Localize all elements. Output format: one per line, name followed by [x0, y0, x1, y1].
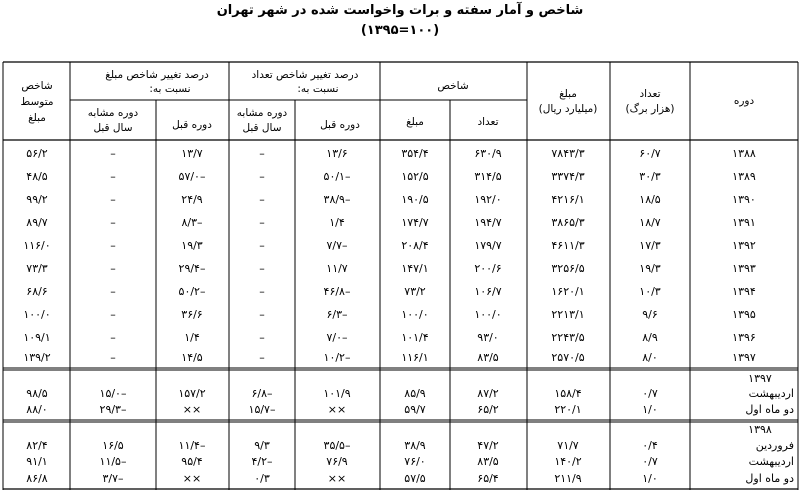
cell-chg-amount-same: –: [110, 239, 116, 252]
cell-chg-count-prev: –۵۰/۱: [323, 170, 351, 183]
header-average-index-amount: مبلغ: [28, 112, 46, 124]
cell-chg-amount-same: –۳/۷: [102, 472, 124, 485]
cell-amount: ۲۲۴۳/۵: [551, 331, 585, 344]
cell-chg-count-same: –: [259, 285, 265, 298]
cell-idx-count: ۱۹۲/۰: [474, 193, 502, 206]
cell-count: ۰/۴: [642, 439, 658, 452]
row-period: اردیبهشت: [748, 455, 794, 468]
cell-idx-amount: ۵۹/۷: [404, 403, 426, 416]
header-amount: مبلغ: [559, 88, 577, 100]
cell-chg-count-prev: –۱۰/۲: [323, 351, 351, 364]
row-period: فروردین: [755, 439, 794, 452]
cell-idx-count: ۶۳۰/۹: [474, 147, 502, 160]
cell-chg-amount-same: –: [110, 285, 116, 298]
table-header: [21, 69, 755, 134]
table-row: [26, 216, 756, 229]
cell-avg: ۸۲/۴: [26, 439, 48, 452]
table-row: [23, 308, 756, 321]
header-amount-unit: (میلیارد ریال): [538, 103, 598, 115]
cell-idx-count: ۶۵/۴: [477, 472, 499, 485]
cell-chg-count-same: –: [259, 170, 265, 183]
cell-idx-count: ۴۷/۲: [477, 439, 499, 452]
table-row: [26, 472, 794, 485]
cell-idx-count: ۱۰۶/۷: [474, 285, 502, 298]
cell-idx-amount: ۳۵۴/۴: [401, 147, 429, 160]
cell-avg: ۱۰۰/۰: [23, 308, 51, 321]
cell-chg-amount-prev: –۵۷/۰: [178, 170, 206, 183]
table-row: [26, 193, 756, 206]
header-change-count-base: نسبت به:: [297, 83, 339, 95]
cell-chg-amount-prev: ۱/۴: [184, 331, 200, 344]
cell-amount: ۲۲۰/۱: [554, 403, 582, 416]
cell-avg: ۴۸/۵: [26, 170, 48, 183]
cell-avg: ۸۹/۷: [26, 216, 48, 229]
cell-amount: ۷۱/۷: [557, 439, 579, 452]
cell-amount: ۲۲۱۳/۱: [551, 308, 585, 321]
header-period: دوره: [733, 95, 755, 107]
cell-chg-count-same: ۹/۳: [254, 439, 270, 452]
table-row: [26, 262, 756, 275]
cell-chg-amount-prev: –۱۱/۴: [178, 439, 206, 452]
cell-avg: ۱۱۶/۰: [23, 239, 51, 252]
cell-avg: ۸۸/۰: [26, 403, 48, 416]
header-count-unit: (هزار برگ): [625, 103, 675, 115]
section-year-1398: ۱۳۹۸: [748, 423, 772, 436]
cell-chg-amount-same: –: [110, 170, 116, 183]
cell-amount: ۴۶۱۱/۳: [551, 239, 585, 252]
cell-idx-count: ۲۰۰/۶: [474, 262, 502, 275]
cell-chg-amount-prev: ۹۵/۴: [181, 455, 203, 468]
cell-chg-count-same: –۱۵/۷: [248, 403, 276, 416]
cell-chg-amount-same: –۲۹/۳: [99, 403, 127, 416]
cell-idx-amount: ۱۴۷/۱: [401, 262, 429, 275]
cell-amount: ۱۶۲۰/۱: [551, 285, 585, 298]
cell-count: ۰/۷: [642, 387, 658, 400]
cell-chg-amount-same: –۱۱/۵: [99, 455, 127, 468]
cell-avg: ۹۱/۱: [26, 455, 48, 468]
cell-count: ۱۰/۳: [639, 285, 661, 298]
cell-chg-amount-prev: ××: [182, 472, 202, 485]
cell-chg-amount-prev: ۱۵۷/۲: [178, 387, 206, 400]
cell-count: ۱۸/۵: [639, 193, 661, 206]
row-period: ۱۳۹۷: [732, 351, 756, 364]
cell-idx-amount: ۳۸/۹: [404, 439, 426, 452]
cell-chg-count-prev: –۷/۰: [326, 331, 348, 344]
cell-idx-amount: ۲۰۸/۴: [401, 239, 429, 252]
cell-count: ۸/۹: [642, 331, 658, 344]
cell-count: ۹/۶: [642, 308, 658, 321]
cell-idx-amount: ۱۷۴/۷: [401, 216, 429, 229]
cell-chg-amount-same: –: [110, 308, 116, 321]
row-period: ۱۳۹۶: [732, 331, 756, 344]
cell-chg-count-same: –: [259, 308, 265, 321]
cell-avg: ۸۶/۸: [26, 472, 48, 485]
table-row: [26, 170, 756, 183]
cell-chg-count-prev: –۷/۷: [326, 239, 348, 252]
table-row: [26, 403, 794, 416]
cell-amount: ۳۲۵۶/۵: [551, 262, 585, 275]
row-period: اردیبهشت: [748, 387, 794, 400]
cell-idx-amount: ۱۱۶/۱: [401, 351, 429, 364]
table-row: [26, 147, 756, 160]
cell-chg-count-same: –: [259, 239, 265, 252]
header-average-index: شاخص: [21, 80, 53, 92]
cell-chg-count-same: –: [259, 216, 265, 229]
cell-chg-amount-prev: ۱۹/۳: [181, 239, 203, 252]
header-index-count: تعداد: [477, 116, 499, 128]
cell-chg-amount-same: –: [110, 331, 116, 344]
cell-chg-amount-prev: ۱۴/۵: [181, 351, 203, 364]
cell-chg-amount-prev: ۳۶/۶: [181, 308, 203, 321]
cell-avg: ۶۸/۶: [26, 285, 48, 298]
header-count: تعداد: [639, 88, 661, 100]
table-row: [26, 439, 794, 452]
cell-count: ۱۹/۳: [639, 262, 661, 275]
header-count-same-period-year: سال قبل: [242, 122, 282, 134]
cell-chg-amount-same: –۱۵/۰: [99, 387, 127, 400]
cell-idx-amount: ۱۰۱/۴: [401, 331, 429, 344]
table-row: [23, 331, 755, 344]
cell-chg-amount-same: –: [110, 193, 116, 206]
cell-chg-amount-same: –: [110, 262, 116, 275]
cell-amount: ۱۴۰/۲: [554, 455, 582, 468]
cell-avg: ۵۶/۲: [26, 147, 48, 160]
cell-chg-amount-prev: –۵۰/۲: [178, 285, 206, 298]
cell-count: ۱/۰: [642, 472, 658, 485]
table-body: [23, 147, 794, 485]
header-count-prev-period: دوره قبل: [320, 119, 360, 131]
cell-chg-amount-prev: –۲۹/۴: [178, 262, 206, 275]
row-period: ۱۳۸۹: [732, 170, 756, 183]
table-row: [26, 455, 794, 468]
header-change-count: درصد تغییر شاخص تعداد: [251, 69, 359, 81]
cell-chg-count-prev: ۱۱/۷: [326, 262, 348, 275]
row-period: ۱۳۹۰: [732, 193, 756, 206]
header-count-same-period: دوره مشابه: [236, 107, 288, 119]
cell-idx-amount: ۵۷/۵: [404, 472, 426, 485]
cell-count: ۱/۰: [642, 403, 658, 416]
row-period: دو ماه اول: [745, 403, 794, 416]
row-period: ۱۳۸۸: [732, 147, 756, 160]
cell-chg-count-prev: ××: [327, 472, 347, 485]
cell-chg-amount-prev: –۸/۳: [181, 216, 203, 229]
cell-amount: ۳۳۷۴/۳: [551, 170, 585, 183]
cell-amount: ۲۵۷۰/۵: [551, 351, 585, 364]
cell-chg-amount-same: –: [110, 216, 116, 229]
cell-chg-count-prev: –۳۵/۵: [323, 439, 351, 452]
cell-idx-count: ۱۷۹/۷: [474, 239, 502, 252]
header-amount-same-period: دوره مشابه: [87, 107, 139, 119]
header-index-amount: مبلغ: [406, 116, 424, 128]
cell-chg-amount-prev: ۱۳/۷: [181, 147, 203, 160]
cell-chg-amount-same: –: [110, 147, 116, 160]
header-change-amount: درصد تغییر شاخص مبلغ: [105, 69, 209, 81]
cell-idx-count: ۶۵/۲: [477, 403, 499, 416]
row-period: ۱۳۹۱: [732, 216, 756, 229]
cell-avg: ۷۳/۳: [26, 262, 48, 275]
cell-idx-amount: ۷۶/۰: [404, 455, 426, 468]
row-period: ۱۳۹۵: [732, 308, 756, 321]
cell-idx-count: ۹۳/۰: [477, 331, 499, 344]
cell-chg-count-same: –: [259, 193, 265, 206]
cell-avg: ۱۳۹/۲: [23, 351, 51, 364]
cell-chg-count-same: –: [259, 351, 265, 364]
cell-chg-count-prev: ۱/۴: [329, 216, 345, 229]
cell-count: ۸/۰: [642, 351, 658, 364]
header-index: شاخص: [437, 80, 469, 92]
cell-chg-count-prev: –۴۶/۸: [323, 285, 351, 298]
table-row: [26, 285, 756, 298]
cell-idx-amount: ۱۵۲/۵: [401, 170, 429, 183]
header-change-amount-base: نسبت به:: [149, 83, 191, 95]
cell-idx-count: ۸۷/۲: [477, 387, 499, 400]
cell-avg: ۱۰۹/۱: [23, 331, 51, 344]
table-row: [23, 351, 756, 364]
cell-amount: ۲۱۱/۹: [554, 472, 582, 485]
cell-chg-count-same: –۴/۲: [251, 455, 273, 468]
cell-chg-count-prev: –۶/۳: [326, 308, 348, 321]
table-row: [23, 239, 756, 252]
cell-chg-count-prev: ××: [327, 403, 347, 416]
section-year-1397: ۱۳۹۷: [748, 372, 772, 385]
table-row: [26, 387, 794, 400]
cell-amount: ۴۲۱۶/۱: [551, 193, 585, 206]
cell-count: ۱۷/۳: [639, 239, 661, 252]
row-period: ۱۳۹۲: [732, 239, 756, 252]
cell-chg-amount-same: –: [110, 351, 116, 364]
cell-chg-count-same: –: [259, 262, 265, 275]
cell-avg: ۹۸/۵: [26, 387, 48, 400]
cell-idx-count: ۳۱۴/۵: [474, 170, 502, 183]
cell-amount: ۳۸۶۵/۳: [551, 216, 585, 229]
cell-count: ۱۸/۷: [639, 216, 661, 229]
cell-chg-count-prev: –۳۸/۹: [323, 193, 351, 206]
cell-idx-amount: ۸۵/۹: [404, 387, 426, 400]
header-amount-prev-period: دوره قبل: [172, 119, 212, 131]
cell-idx-amount: ۱۹۰/۵: [401, 193, 429, 206]
cell-idx-count: ۱۰۰/۰: [474, 308, 502, 321]
cell-chg-count-prev: ۱۳/۶: [326, 147, 348, 160]
cell-idx-count: ۸۳/۵: [477, 455, 499, 468]
row-period: ۱۳۹۴: [732, 285, 756, 298]
cell-idx-count: ۸۳/۵: [477, 351, 499, 364]
header-amount-same-period-year: سال قبل: [93, 122, 133, 134]
cell-chg-count-same: –: [259, 331, 265, 344]
cell-chg-count-same: –: [259, 147, 265, 160]
row-period: دو ماه اول: [745, 472, 794, 485]
cell-idx-count: ۱۹۴/۷: [474, 216, 502, 229]
cell-chg-count-same: –۶/۸: [251, 387, 273, 400]
cell-count: ۶۰/۷: [639, 147, 661, 160]
cell-amount: ۱۵۸/۴: [554, 387, 582, 400]
header-average-index-mid: متوسط: [20, 96, 54, 108]
cell-idx-amount: ۱۰۰/۰: [401, 308, 429, 321]
row-period: ۱۳۹۳: [732, 262, 756, 275]
cell-chg-amount-prev: ××: [182, 403, 202, 416]
cell-chg-amount-prev: ۲۴/۹: [181, 193, 203, 206]
table-title: شاخص و آمار سفته و برات واخواست شده در شهر تهران: [216, 3, 584, 18]
cell-chg-count-prev: ۷۶/۹: [326, 455, 348, 468]
cell-count: ۳۰/۳: [639, 170, 661, 183]
cell-count: ۰/۷: [642, 455, 658, 468]
cell-chg-count-same: ۰/۳: [254, 472, 270, 485]
cell-idx-amount: ۷۳/۲: [404, 285, 426, 298]
cell-avg: ۹۹/۲: [26, 193, 48, 206]
cell-chg-count-prev: ۱۰۱/۹: [323, 387, 351, 400]
table-base-note: (۱۰۰=۱۳۹۵): [360, 23, 440, 38]
cell-amount: ۷۸۴۳/۳: [551, 147, 585, 160]
cell-chg-amount-same: ۱۶/۵: [102, 439, 124, 452]
